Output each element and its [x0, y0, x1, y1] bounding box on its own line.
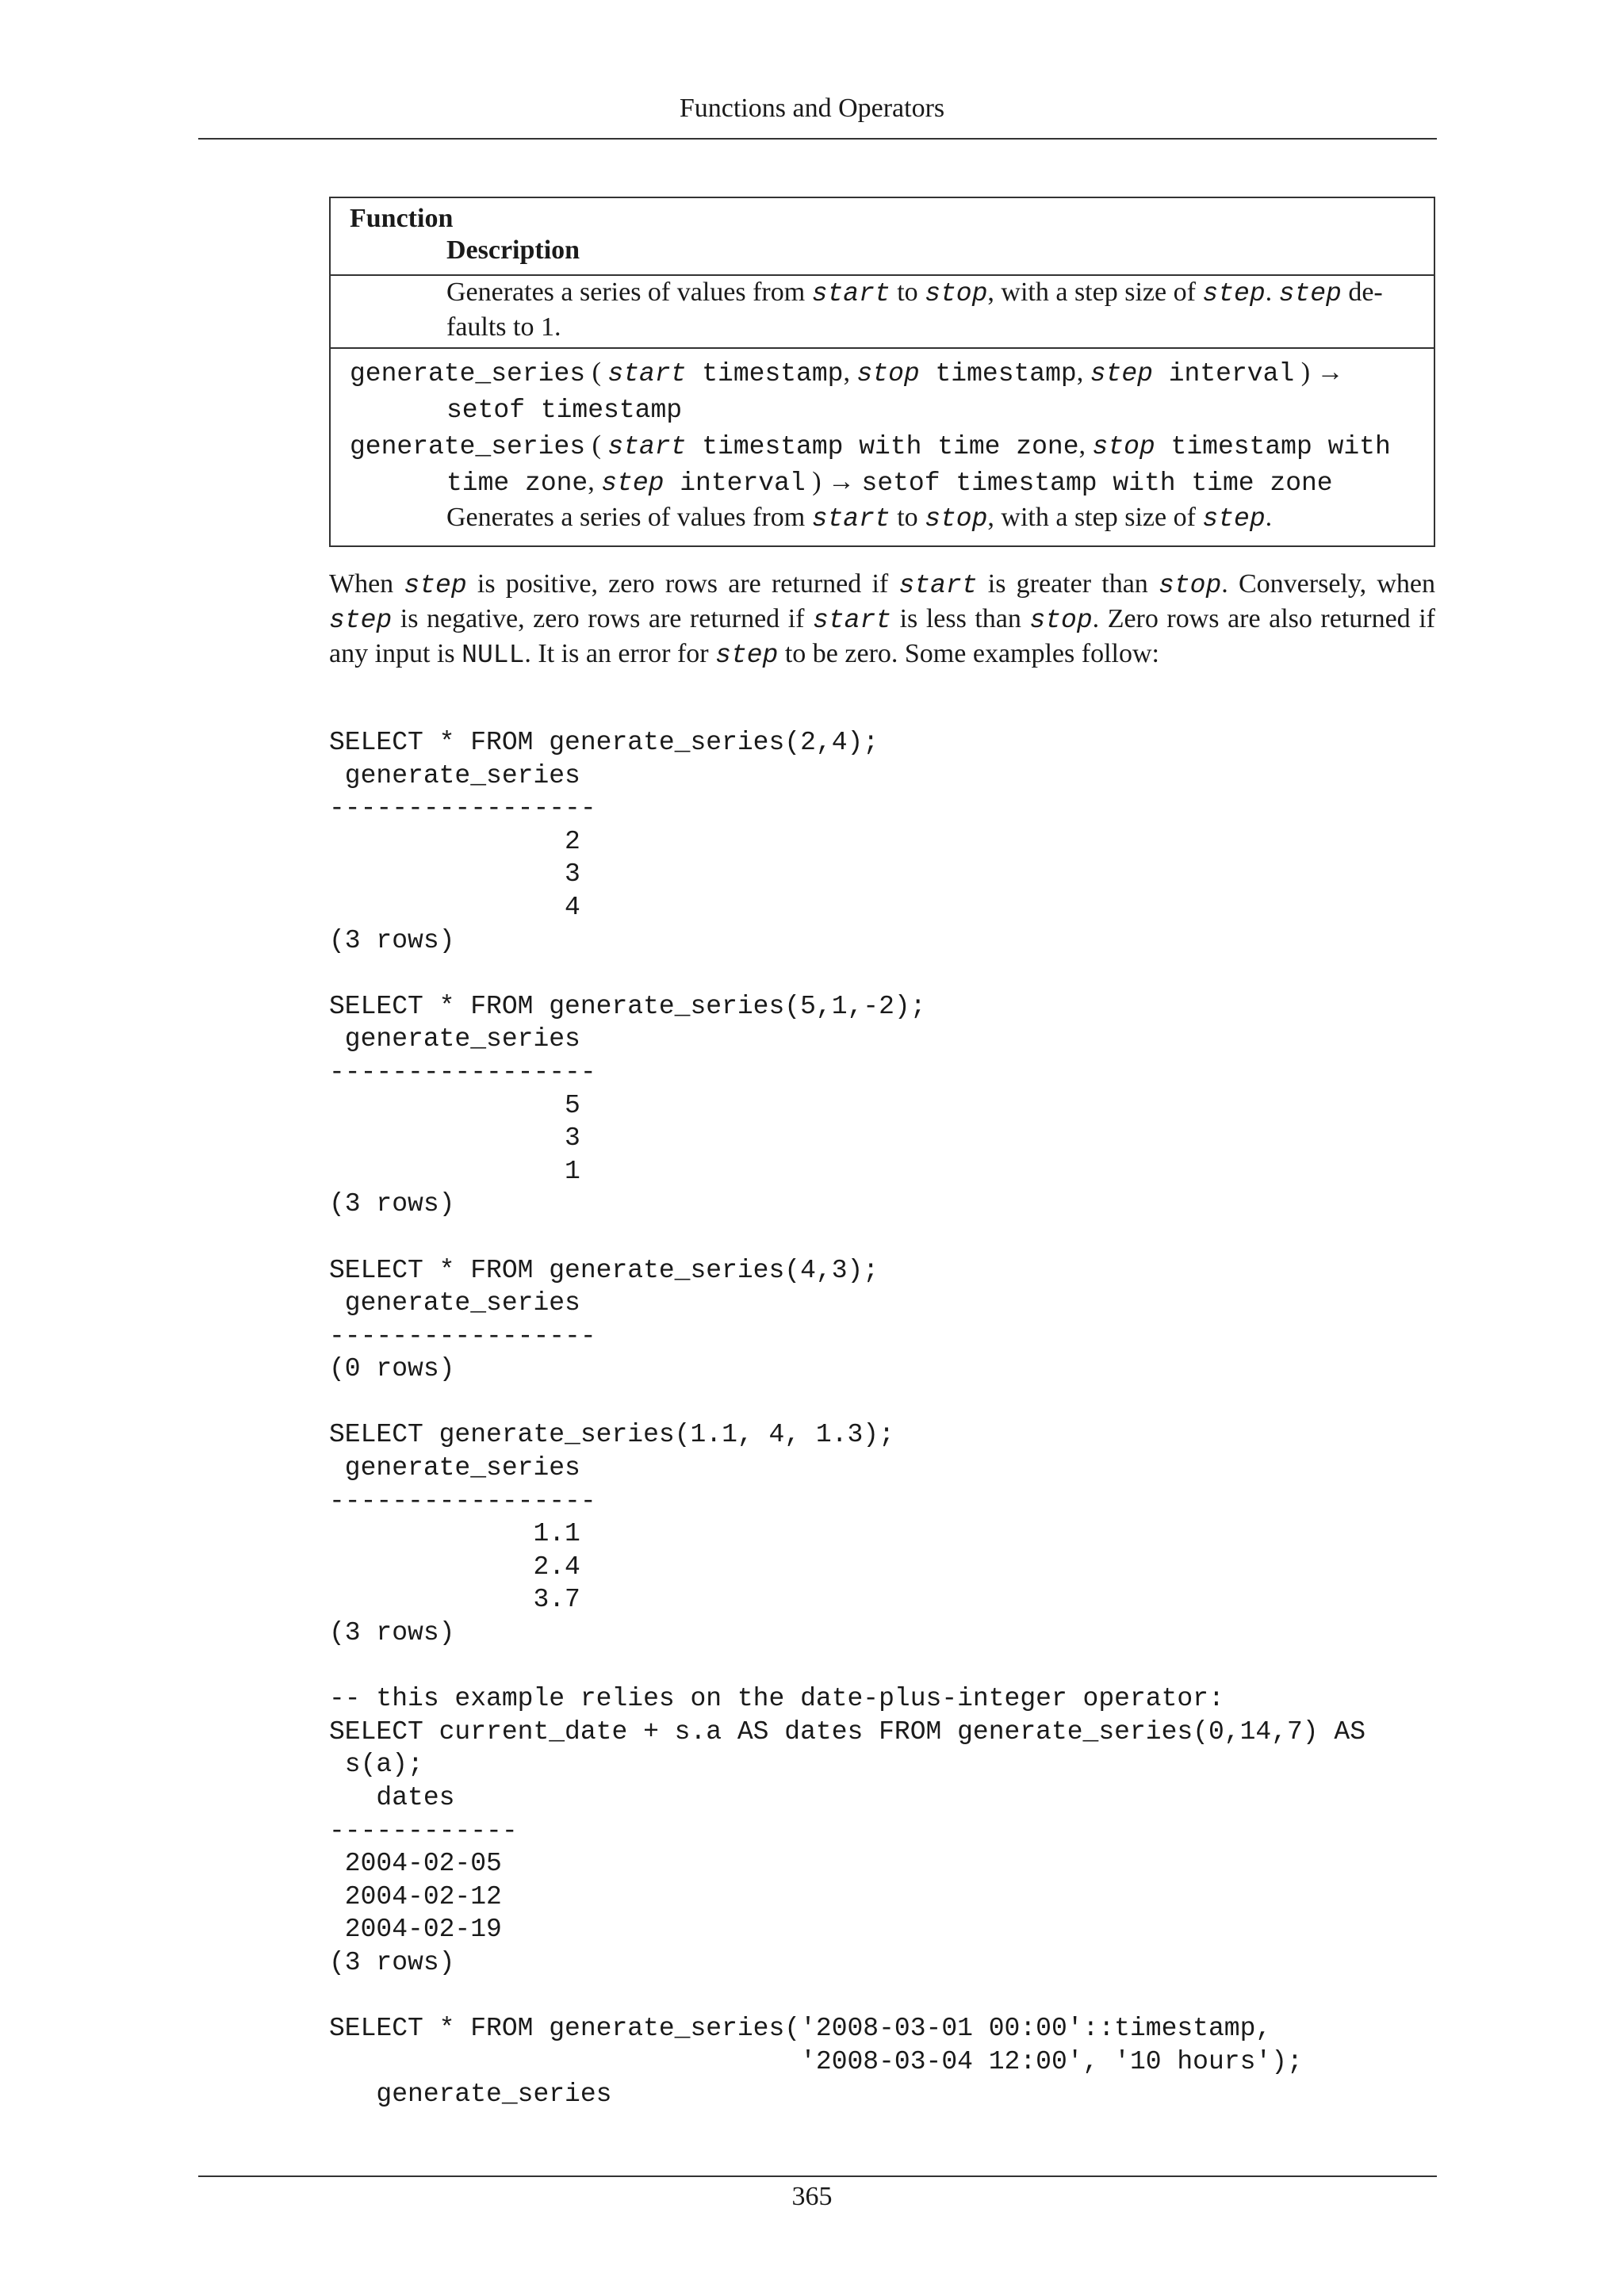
signature-timestamptz: generate_series ( start timestamp with time zone, stop timestamp with time zone, step interval ) → setof timestamp with time zone [350, 430, 1391, 498]
row1-description: Generates a series of values from start to stop, with a step size of step. step de- faults to 1. [446, 277, 1383, 342]
row2-description: Generates a series of values from start to stop, with a step size of step. [446, 503, 1273, 534]
table-row-timestamp [331, 347, 1434, 545]
header-function: Function [350, 204, 454, 233]
table-row-continued [331, 274, 1434, 347]
footer-rule [198, 2175, 1437, 2177]
header-description: Description [446, 235, 580, 265]
function-table [329, 197, 1435, 547]
table-header-row [331, 198, 1434, 274]
code-example: SELECT * FROM generate_series(2,4); generate_series ----------------- 2 3 4 (3 rows) SELECT * FROM generate_series(5,1,-2); generate_series ----------------- 5 3 1 (3 rows) SELECT * FROM generate_series(4,3); generate_series ----------------- (0 rows) SELECT generate_series(1.1, 4, 1.3); generate_series ----------------- 1.1 2.4 3.7 (3 rows) -- this example relies on the date-plus-integer operator: SELECT current_date + s.a AS dates FROM generate_series(0,14,7) AS s(a); dates ------------ 2004-02-05 2004-02-12 2004-02-19 (3 rows) SELECT * FROM generate_series('2008-03-01 00:00'::timestamp, '2008-03-04 12:00', '10 hours'); generate_series [329, 728, 1366, 2110]
signature-timestamp: generate_series ( start timestamp, stop timestamp, step interval ) → setof timestamp [350, 358, 1344, 425]
explanation-paragraph: When step is positive, zero rows are returned if start is greater than stop. Conversely, when step is negative, zero rows are returned if start is less than stop. Zero rows are also returned if any input is NULL. It is an error for step to be zero. Some examples follow: [329, 569, 1436, 670]
running-header: Functions and Operators [679, 94, 945, 123]
page-number: 365 [791, 2182, 833, 2211]
header-rule [198, 138, 1437, 140]
